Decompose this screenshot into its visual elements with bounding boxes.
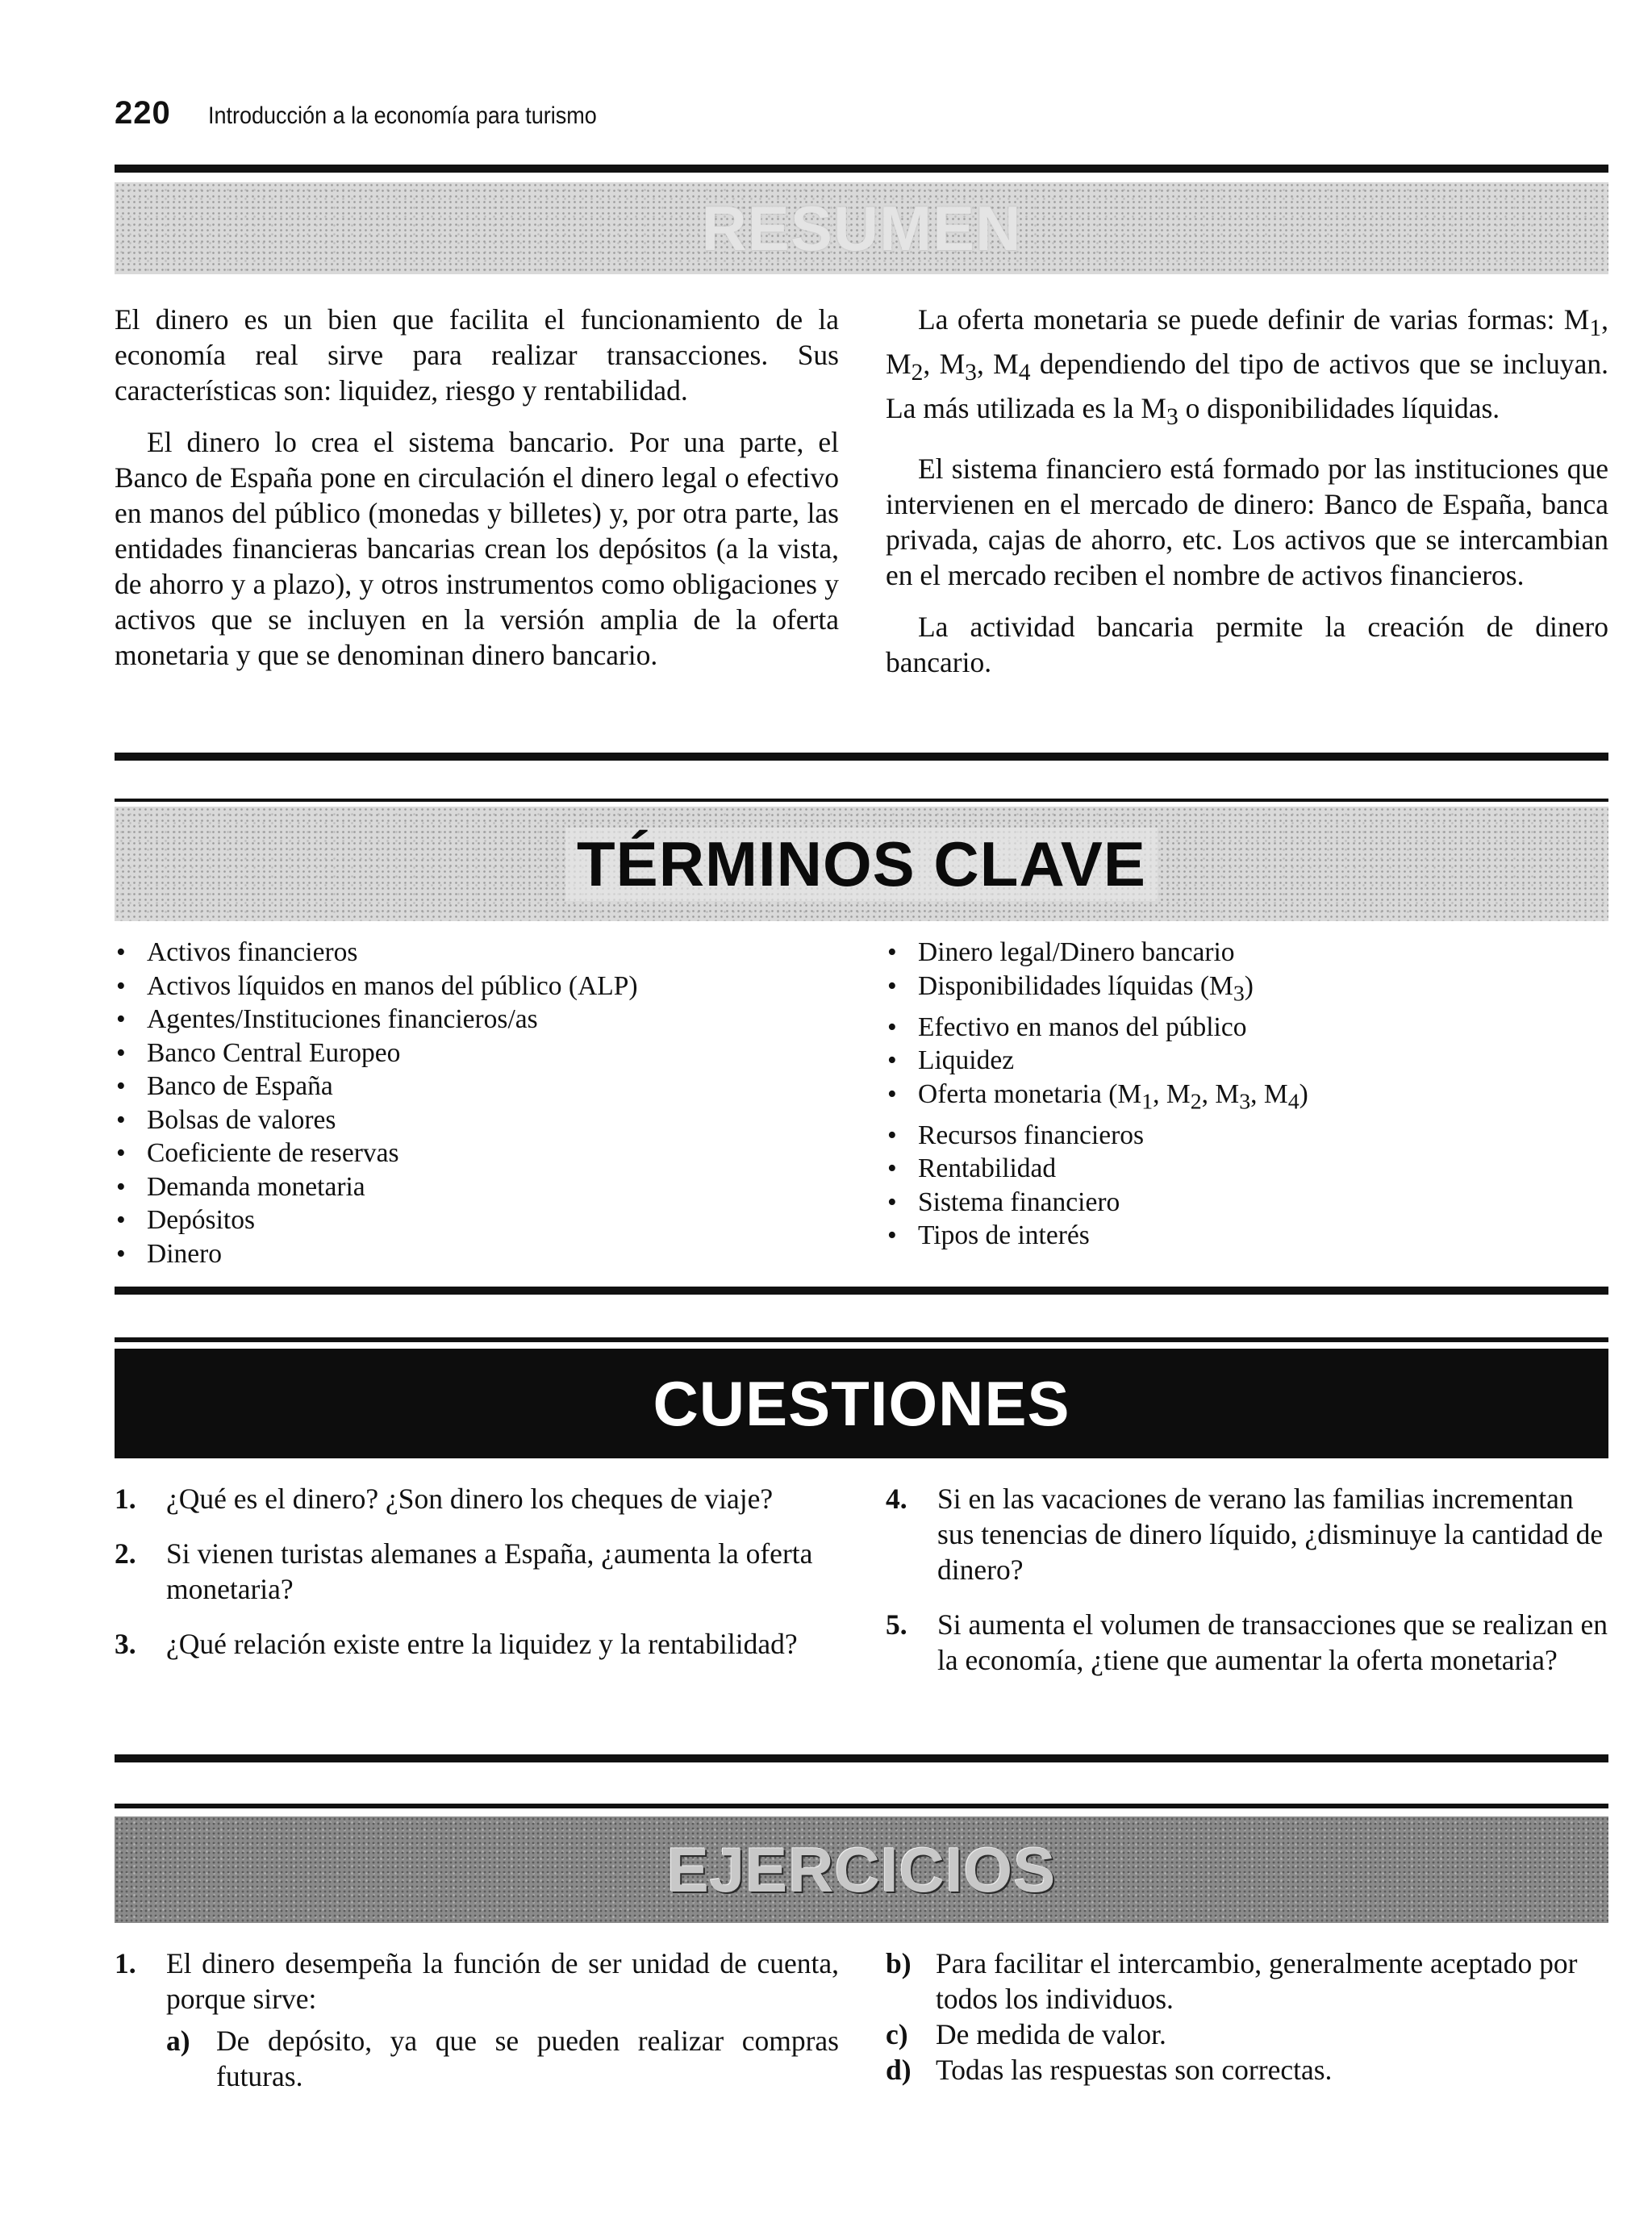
resumen-paragraph: El sistema financiero está formado por las instituciones que intervienen en el mercado de dinero: Banco de España, banca privada, cajas de ahorro, etc. Los activos que se intercambian en el mercado reciben el nombre de activos financieros. <box>886 453 1608 592</box>
list-item: • Activos financieros <box>115 936 841 970</box>
resumen-paragraph: La actividad bancaria permite la creación de dinero bancario. <box>886 611 1608 679</box>
option-letter: b) <box>886 1947 912 1979</box>
section-rule <box>115 1754 1608 1762</box>
option-letter: d) <box>886 2054 912 2086</box>
exercise-item <box>115 1946 839 2017</box>
page-number: 220 <box>115 95 171 131</box>
question-text: Si aumenta el volumen de transacciones que se realizan en la economía, ¿tiene que aumentar la oferta monetaria? <box>937 1608 1608 1676</box>
section-rule <box>115 1804 1608 1808</box>
list-item: • Banco de España <box>115 1070 841 1103</box>
section-rule <box>115 165 1608 173</box>
resumen-banner <box>115 182 1608 274</box>
cuestiones-banner <box>115 1349 1608 1458</box>
resumen-title: RESUMEN <box>701 192 1022 264</box>
resumen-left-column <box>115 302 839 673</box>
option-text: De depósito, ya que se pueden realizar compras futuras. <box>216 2025 839 2092</box>
exercise-number: 1. <box>115 1947 136 1979</box>
question-number: 5. <box>886 1608 907 1641</box>
list-item: • Liquidez <box>886 1044 1608 1078</box>
section-rule <box>115 753 1608 761</box>
section-rule <box>115 1337 1608 1342</box>
running-head: Introducción a la economía para turismo <box>207 102 597 129</box>
page-header <box>115 95 640 136</box>
question-item <box>115 1481 839 1516</box>
option-item <box>886 2052 1608 2088</box>
list-item: • Recursos financieros <box>886 1119 1608 1153</box>
question-number: 3. <box>115 1628 136 1660</box>
list-item: • Dinero legal/Dinero bancario <box>886 936 1608 970</box>
option-item <box>166 2023 839 2094</box>
list-item: • Activos líquidos en manos del público (ALP) <box>115 970 841 1003</box>
resumen-paragraph: El dinero es un bien que facilita el funcionamiento de la economía real sirve para realizar transacciones. Sus características son: liquidez, riesgo y rentabilidad. <box>115 303 839 407</box>
option-item <box>886 1946 1608 2017</box>
list-item: • Disponibilidades líquidas $(M_3)$ <box>886 970 1608 1011</box>
list-item: • Depósitos <box>115 1203 841 1237</box>
resumen-paragraph: El dinero lo crea el sistema bancario. Por una parte, el Banco de España pone en circulación el dinero legal o efectivo en manos del público (monedas y billetes) y, por otra parte, las entidades financieras bancarias crean los depósitos (a la vista, de ahorro y a plazo), y otros instrumentos como obligaciones y activos que se incluyen en la versión amplia de la oferta monetaria y que se denominan dinero bancario. <box>115 426 839 671</box>
list-item: • Efectivo en manos del público <box>886 1011 1608 1045</box>
option-item <box>886 2017 1608 2052</box>
resumen-paragraph: La oferta monetaria se puede definir de varias formas: $M_1$, $M_2$, $M_3$, $M_4$ dependiendo del tipo de activos que se incluyan. La más utilizada es la $M_3$ o disponibilidades líquidas. <box>886 303 1608 431</box>
option-letter: a) <box>166 2025 190 2057</box>
option-text: Todas las respuestas son correctas. <box>936 2054 1333 2086</box>
question-text: Si en las vacaciones de verano las familias incrementan sus tenencias de dinero líquido, ¿disminuye la cantidad de dinero? <box>937 1483 1604 1586</box>
list-item: • Oferta monetaria ($M_1$, $M_2$, $M_3$, $M_4$) <box>886 1078 1608 1119</box>
section-rule <box>115 1287 1608 1295</box>
question-item <box>886 1481 1608 1587</box>
question-item <box>115 1536 839 1607</box>
question-number: 1. <box>115 1483 136 1515</box>
cuestiones-left-list <box>115 1481 839 1662</box>
ejercicios-banner <box>115 1816 1608 1923</box>
section-rule <box>115 799 1608 802</box>
list-item: • Coeficiente de reservas <box>115 1137 841 1170</box>
cuestiones-title: CUESTIONES <box>653 1367 1070 1439</box>
resumen-right-column <box>886 302 1608 680</box>
list-item: • Tipos de interés <box>886 1219 1608 1253</box>
list-item: • Dinero <box>115 1237 841 1271</box>
question-number: 4. <box>886 1483 907 1515</box>
question-number: 2. <box>115 1537 136 1570</box>
terminos-left-list <box>115 936 841 1270</box>
terminos-banner <box>115 807 1608 921</box>
question-text: ¿Qué relación existe entre la liquidez y la rentabilidad? <box>166 1628 798 1660</box>
question-item <box>115 1626 839 1662</box>
ejercicio-right-column <box>886 1946 1608 2088</box>
option-letter: c) <box>886 2018 908 2050</box>
question-item <box>886 1607 1608 1678</box>
option-text: Para facilitar el intercambio, generalmente aceptado por todos los individuos. <box>936 1947 1578 2015</box>
list-item: • Agentes/Instituciones financieros/as <box>115 1003 841 1037</box>
question-text: ¿Qué es el dinero? ¿Son dinero los cheques de viaje? <box>166 1483 774 1515</box>
list-item: • Bolsas de valores <box>115 1103 841 1137</box>
exercise-text: El dinero desempeña la función de ser unidad de cuenta, porque sirve: <box>166 1947 839 2015</box>
question-text: Si vienen turistas alemanes a España, ¿aumenta la oferta monetaria? <box>166 1537 813 1605</box>
option-text: De medida de valor. <box>936 2018 1166 2050</box>
terminos-title: TÉRMINOS CLAVE <box>565 828 1158 901</box>
terminos-right-list <box>886 936 1608 1253</box>
ejercicios-title: EJERCICIOS <box>666 1833 1057 1905</box>
list-item: • Sistema financiero <box>886 1186 1608 1220</box>
list-item: • Rentabilidad <box>886 1152 1608 1186</box>
list-item: • Banco Central Europeo <box>115 1037 841 1070</box>
list-item: • Demanda monetaria <box>115 1170 841 1204</box>
ejercicio-left-column <box>115 1946 839 2094</box>
cuestiones-right-list <box>886 1481 1608 1678</box>
